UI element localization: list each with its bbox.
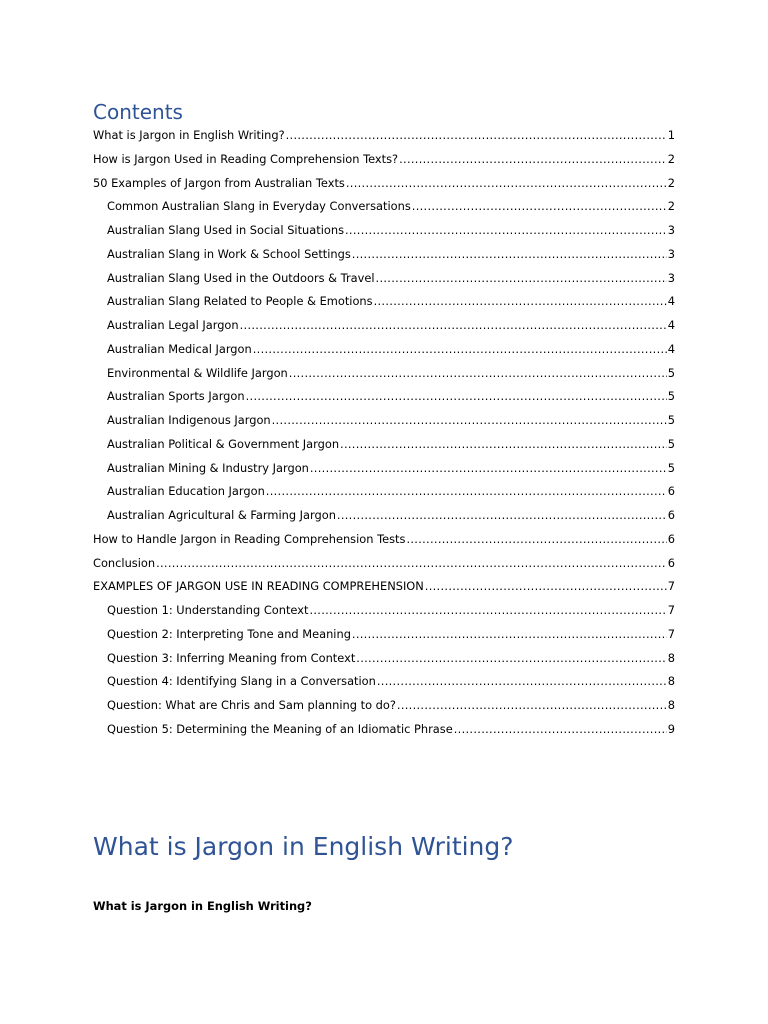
toc-entry-title: How to Handle Jargon in Reading Comprehension Tests bbox=[93, 531, 406, 546]
toc-dot-leader bbox=[425, 575, 667, 599]
toc-entry[interactable] bbox=[93, 290, 675, 314]
toc-entry-title: Australian Slang Used in Social Situations bbox=[107, 223, 345, 237]
toc-entry-title: What is Jargon in English Writing? bbox=[93, 128, 285, 142]
toc-entry-title: Conclusion bbox=[93, 555, 156, 570]
toc-entry-page-number: 2 bbox=[667, 175, 675, 190]
toc-entry[interactable] bbox=[93, 457, 675, 481]
toc-dot-leader bbox=[253, 338, 667, 362]
toc-entry[interactable] bbox=[93, 362, 675, 386]
toc-entry[interactable] bbox=[93, 575, 675, 599]
toc-entry[interactable] bbox=[93, 219, 675, 243]
toc-dot-leader bbox=[337, 504, 667, 528]
toc-entry-title: Australian Slang Used in the Outdoors & Travel bbox=[107, 270, 375, 285]
toc-entry-page-number: 5 bbox=[667, 460, 675, 475]
toc-entry-page-number: 7 bbox=[667, 579, 675, 594]
toc-entry-page-number: 7 bbox=[667, 603, 675, 617]
toc-entry-page-number: 2 bbox=[667, 151, 675, 166]
toc-entry-page-number: 3 bbox=[667, 246, 675, 261]
toc-entry-title: EXAMPLES OF JARGON USE IN READING COMPREHENSION bbox=[93, 579, 424, 594]
toc-entry-page-number: 1 bbox=[667, 128, 675, 142]
toc-entry[interactable] bbox=[93, 433, 675, 457]
toc-entry-page-number: 6 bbox=[667, 508, 675, 522]
toc-entry-page-number: 4 bbox=[667, 294, 675, 309]
toc-entry-page-number: 5 bbox=[667, 365, 675, 380]
toc-entry-title: Australian Slang in Work & School Settings bbox=[107, 246, 351, 261]
toc-entry[interactable] bbox=[93, 267, 675, 291]
toc-entry-title: Question 3: Inferring Meaning from Context bbox=[107, 650, 356, 665]
toc-entry-page-number: 6 bbox=[667, 484, 675, 499]
toc-dot-leader bbox=[246, 385, 667, 409]
toc-entry[interactable] bbox=[93, 409, 675, 433]
toc-heading: Contents bbox=[93, 100, 183, 124]
toc-dot-leader bbox=[266, 480, 667, 504]
section-heading: What is Jargon in English Writing? bbox=[93, 832, 514, 861]
toc-entry-title: Australian Medical Jargon bbox=[107, 341, 252, 356]
toc-dot-leader bbox=[356, 647, 666, 671]
toc-entry-page-number: 9 bbox=[667, 721, 675, 736]
toc-entry-title: Environmental & Wildlife Jargon bbox=[107, 365, 288, 380]
toc-entry[interactable] bbox=[93, 528, 675, 552]
toc-entry-title: Australian Education Jargon bbox=[107, 484, 265, 499]
toc-entry-page-number: 4 bbox=[667, 341, 675, 356]
toc-dot-leader bbox=[397, 694, 667, 718]
toc-entry-page-number: 5 bbox=[667, 436, 675, 451]
toc-dot-leader bbox=[345, 219, 667, 243]
toc-dot-leader bbox=[352, 623, 667, 647]
toc-entry[interactable] bbox=[93, 195, 675, 219]
toc-entry-title: Australian Indigenous Jargon bbox=[107, 413, 271, 427]
toc-dot-leader bbox=[406, 528, 666, 552]
toc-dot-leader bbox=[156, 552, 667, 576]
toc-entry-title: Australian Sports Jargon bbox=[107, 389, 245, 404]
toc-dot-leader bbox=[289, 362, 667, 386]
toc-entry-title: 50 Examples of Jargon from Australian Texts bbox=[93, 175, 345, 190]
toc-entry-page-number: 2 bbox=[667, 199, 675, 214]
toc-entry[interactable] bbox=[93, 647, 675, 671]
toc-entry-title: Question 4: Identifying Slang in a Conversation bbox=[107, 674, 376, 689]
toc-entry-page-number: 8 bbox=[667, 698, 675, 712]
toc-entry[interactable] bbox=[93, 243, 675, 267]
toc-entry[interactable] bbox=[93, 552, 675, 576]
table-of-contents bbox=[93, 124, 675, 742]
toc-entry-page-number: 6 bbox=[667, 555, 675, 570]
toc-dot-leader bbox=[412, 195, 667, 219]
toc-entry-title: Question 2: Interpreting Tone and Meaning bbox=[107, 626, 351, 641]
section-subheading: What is Jargon in English Writing? bbox=[93, 899, 312, 913]
toc-entry[interactable] bbox=[93, 718, 675, 742]
toc-entry-title: Australian Slang Related to People & Emotions bbox=[107, 294, 373, 309]
toc-entry[interactable] bbox=[93, 172, 675, 196]
toc-entry-page-number: 3 bbox=[667, 270, 675, 285]
toc-entry[interactable] bbox=[93, 124, 675, 148]
toc-entry-page-number: 6 bbox=[667, 531, 675, 546]
toc-entry-page-number: 3 bbox=[667, 223, 675, 237]
toc-dot-leader bbox=[272, 409, 667, 433]
toc-dot-leader bbox=[240, 314, 667, 338]
toc-dot-leader bbox=[377, 670, 667, 694]
toc-entry-title: Question: What are Chris and Sam planning to do? bbox=[107, 698, 396, 712]
toc-entry-page-number: 5 bbox=[667, 413, 675, 427]
toc-dot-leader bbox=[454, 718, 667, 742]
toc-entry[interactable] bbox=[93, 504, 675, 528]
toc-entry[interactable] bbox=[93, 623, 675, 647]
toc-dot-leader bbox=[286, 124, 667, 148]
toc-entry[interactable] bbox=[93, 599, 675, 623]
toc-entry[interactable] bbox=[93, 385, 675, 409]
toc-entry-title: Australian Legal Jargon bbox=[107, 318, 239, 332]
toc-entry-title: How is Jargon Used in Reading Comprehension Texts? bbox=[93, 151, 399, 166]
toc-entry[interactable] bbox=[93, 694, 675, 718]
toc-entry-page-number: 8 bbox=[667, 674, 675, 689]
toc-dot-leader bbox=[340, 433, 667, 457]
toc-dot-leader bbox=[346, 172, 667, 196]
toc-entry[interactable] bbox=[93, 314, 675, 338]
toc-entry-page-number: 5 bbox=[667, 389, 675, 404]
toc-entry[interactable] bbox=[93, 480, 675, 504]
toc-entry-title: Question 1: Understanding Context bbox=[107, 603, 309, 617]
toc-dot-leader bbox=[352, 243, 667, 267]
toc-dot-leader bbox=[374, 290, 667, 314]
toc-entry-page-number: 7 bbox=[667, 626, 675, 641]
toc-dot-leader bbox=[309, 599, 666, 623]
toc-entry-title: Australian Political & Government Jargon bbox=[107, 436, 340, 451]
toc-entry-title: Australian Mining & Industry Jargon bbox=[107, 460, 309, 475]
toc-entry[interactable] bbox=[93, 338, 675, 362]
toc-entry-title: Common Australian Slang in Everyday Conversations bbox=[107, 199, 411, 214]
toc-entry-page-number: 8 bbox=[667, 650, 675, 665]
toc-dot-leader bbox=[399, 148, 667, 172]
toc-entry-page-number: 4 bbox=[667, 318, 675, 332]
toc-dot-leader bbox=[310, 457, 667, 481]
toc-entry-title: Question 5: Determining the Meaning of an Idiomatic Phrase bbox=[107, 721, 453, 736]
toc-entry[interactable] bbox=[93, 148, 675, 172]
toc-entry-title: Australian Agricultural & Farming Jargon bbox=[107, 508, 336, 522]
toc-entry[interactable] bbox=[93, 670, 675, 694]
toc-dot-leader bbox=[376, 267, 667, 291]
